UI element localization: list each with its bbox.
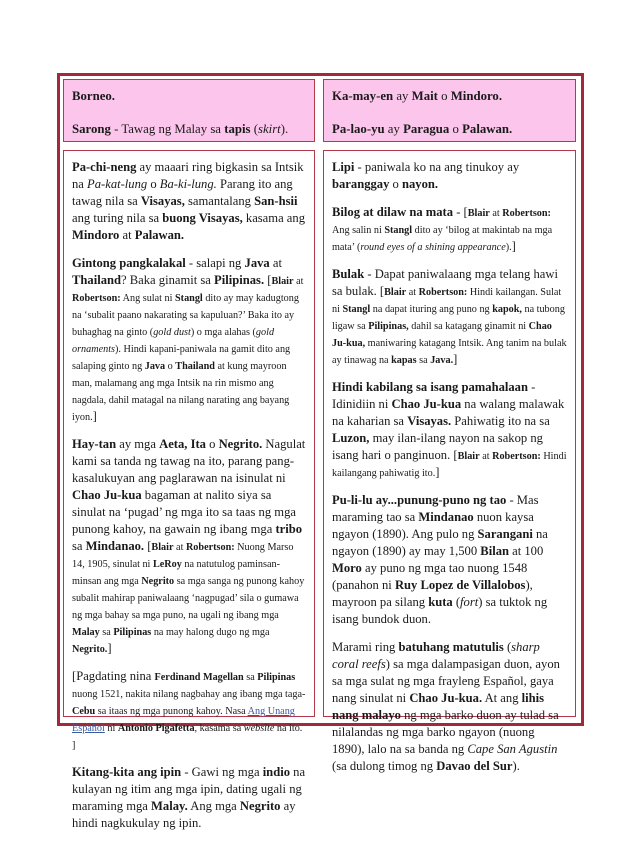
text-run: at 100 bbox=[509, 544, 544, 558]
text-run: Ferdinand Magellan bbox=[154, 672, 244, 683]
text-run: Negrito bbox=[239, 799, 281, 813]
text-run: Chao Ju-kua bbox=[72, 488, 142, 502]
text-run: Pilipinas bbox=[113, 627, 152, 638]
text-run: o bbox=[165, 361, 176, 372]
text-run: Nuong Marso 14, 1905, sinulat ni bbox=[72, 542, 294, 570]
text-run: Hindi kailangan. Sulat ni bbox=[332, 287, 562, 315]
text-run: ), mayroon pa silang bbox=[332, 578, 533, 609]
text-run: na ngayon (1890) ay may 1,500 bbox=[332, 527, 548, 558]
text-run: [ bbox=[264, 273, 272, 287]
text-run: Cebu bbox=[72, 706, 96, 717]
text-run: at bbox=[293, 276, 304, 287]
text-run: sa mga sanga ng punong kahoy subalit mahirap paniwalaang ‘nagpugad’ sila o gumawa ng mga bahay sa mga puno, na ugali ng ibang mga bbox=[72, 576, 305, 621]
text-run: Mindanao. bbox=[85, 539, 145, 553]
text-run: indio bbox=[262, 765, 290, 779]
text-run: gold ornaments bbox=[72, 327, 275, 355]
text-run: At ang bbox=[482, 691, 522, 705]
text-run: Ang mga bbox=[187, 799, 240, 813]
text-run: Hindi kailangang pahiwatig ito. bbox=[332, 451, 567, 479]
text-run: ). bbox=[512, 759, 520, 773]
text-run: Hay-tan bbox=[72, 437, 117, 451]
text-run: kuta bbox=[428, 595, 453, 609]
note-paragraph bbox=[332, 159, 567, 193]
text-run: Blair bbox=[467, 208, 490, 219]
text-run: dito ay may kadugtong na ‘subalit paano nakarating sa kapuluan?’ Baka ito ay buhaghag na ginto ( bbox=[72, 293, 299, 338]
text-run: ) sa tuktok ng isang bundok duon. bbox=[332, 595, 548, 626]
text-run: Palawan. bbox=[462, 122, 513, 136]
text-run: baranggay bbox=[332, 177, 390, 191]
text-run: Chao Ju-kua. bbox=[409, 691, 483, 705]
text-run: Paragua bbox=[403, 122, 450, 136]
text-run: Chao Ju-kua, bbox=[332, 321, 552, 349]
header-line bbox=[72, 88, 306, 105]
note-paragraph bbox=[72, 668, 306, 753]
text-run: maniwaring katagang Intsik. Ang tanim na bulak ay tinawag na bbox=[332, 338, 567, 366]
link-text[interactable]: Ang Unang Español bbox=[72, 706, 295, 734]
text-run: Visayas, bbox=[140, 194, 185, 208]
header-cell-borneo bbox=[63, 79, 315, 142]
text-run: Sarangani bbox=[477, 527, 533, 541]
text-run: lihis nang malayo bbox=[332, 691, 545, 722]
text-run: ). bbox=[505, 242, 512, 253]
text-run: fort bbox=[460, 595, 479, 609]
text-run: Luzon, bbox=[332, 431, 370, 445]
text-run: Kitang-kita ang ipin bbox=[72, 765, 182, 779]
text-run: San-hsii bbox=[254, 194, 298, 208]
text-run: Gintong pangkalakal bbox=[72, 256, 186, 270]
text-run: Sarong bbox=[72, 122, 111, 136]
text-run: at bbox=[269, 256, 282, 270]
text-run: o bbox=[449, 122, 463, 136]
header-line bbox=[332, 88, 567, 105]
text-run: ] bbox=[107, 641, 112, 655]
note-paragraph bbox=[72, 159, 306, 244]
text-run: Borneo. bbox=[72, 89, 116, 103]
text-run: sa bbox=[243, 672, 258, 683]
text-run: sa bbox=[72, 539, 86, 553]
text-run: na dapat ituring ang puno ng bbox=[370, 304, 493, 315]
text-run: ). Hindi kapani-paniwala na gamit dito ang salaping ginto ng bbox=[72, 344, 291, 372]
text-run: na may halong dugo ng mga bbox=[151, 627, 270, 638]
text-run: Ang salin ni bbox=[332, 225, 385, 236]
text-run: ? Baka ginamit sa bbox=[121, 273, 215, 287]
text-run: ay puno ng mga tao nuong 1548 (panahon ni bbox=[332, 561, 528, 592]
left-notes-column bbox=[63, 150, 315, 830]
text-run: o bbox=[389, 177, 402, 191]
text-run: Negrito bbox=[141, 576, 175, 587]
text-run: Cape San Agustin bbox=[467, 742, 558, 756]
text-run: ). bbox=[280, 122, 289, 136]
text-run: Mindoro bbox=[72, 228, 120, 242]
text-run: at bbox=[173, 542, 186, 553]
text-run: [Pagdating nina bbox=[72, 669, 155, 683]
text-run: Blair bbox=[457, 451, 480, 462]
text-run: batuhang matutulis bbox=[398, 640, 504, 654]
text-run: Thailand bbox=[175, 361, 215, 372]
text-run: sharp coral reefs bbox=[332, 640, 540, 671]
text-run: Pa-kat-lung bbox=[87, 177, 148, 191]
header-line bbox=[72, 121, 306, 138]
text-run: o bbox=[147, 177, 160, 191]
text-run: gold dust bbox=[153, 327, 191, 338]
text-run: - Idinidiin ni bbox=[332, 380, 536, 411]
text-run: kasama ang bbox=[242, 211, 305, 225]
note-paragraph bbox=[332, 266, 567, 368]
text-run: Bilan bbox=[480, 544, 509, 558]
text-run: Marami ring bbox=[332, 640, 399, 654]
text-run: nuon kaysa ngayon (1890). Ang pulo ng bbox=[332, 510, 534, 541]
text-run: Pilipinas. bbox=[214, 273, 265, 287]
text-run: Moro bbox=[332, 561, 362, 575]
text-run: Robertson: bbox=[185, 542, 235, 553]
text-run: Bulak bbox=[332, 267, 365, 281]
text-run: Robertson: bbox=[418, 287, 468, 298]
note-paragraph bbox=[72, 255, 306, 425]
text-run: samantalang bbox=[184, 194, 255, 208]
text-run: - paniwala ko na ang tinukoy ay bbox=[354, 160, 520, 174]
text-run: tapis bbox=[224, 122, 251, 136]
text-run: kapok, bbox=[492, 304, 522, 315]
text-run: - Dapat paniwalaang mga telang hawi sa bulak. [ bbox=[332, 267, 558, 298]
text-run: Ang sulat ni bbox=[120, 293, 176, 304]
text-run: ] bbox=[435, 465, 440, 479]
text-run: ) o mga alahas ( bbox=[190, 327, 256, 338]
text-run: (sa dulong timog ng bbox=[332, 759, 437, 773]
text-run: nuong 1521, nakita nilang nagbahay ang ibang mga taga- bbox=[72, 689, 306, 700]
text-run: ( bbox=[250, 122, 258, 136]
text-run: Mait bbox=[411, 89, 438, 103]
right-notes-column bbox=[323, 150, 576, 773]
text-run: - Mas maraming tao sa bbox=[332, 493, 539, 524]
text-run: o bbox=[437, 89, 451, 103]
text-run: tribo bbox=[275, 522, 303, 536]
text-run: na natutulog paminsan-minsan ang mga bbox=[72, 559, 280, 587]
note-paragraph bbox=[332, 492, 567, 628]
text-run: Blair bbox=[271, 276, 294, 287]
text-run: Negrito. bbox=[72, 644, 108, 655]
text-run: Hindi kabilang sa isang pamahalaan bbox=[332, 380, 528, 394]
text-run: - Tawag ng Malay sa bbox=[110, 122, 225, 136]
text-run: Pahiwatig ito na sa bbox=[451, 414, 550, 428]
text-run: - salapi ng bbox=[185, 256, 245, 270]
text-run: dahil sa katagang ginamit ni bbox=[408, 321, 529, 332]
text-run: [ bbox=[144, 539, 152, 553]
text-run: Java. bbox=[430, 355, 454, 366]
header-cell-mindoro bbox=[323, 79, 576, 142]
text-run: at bbox=[119, 228, 135, 242]
text-run: Aeta, Ita bbox=[159, 437, 206, 451]
text-run: may ilan-ilang nayon na sakop ng isang hari o panginuon. [ bbox=[332, 431, 543, 462]
text-run: sa bbox=[416, 355, 431, 366]
text-run: Antonio Pigafetta bbox=[117, 723, 195, 734]
text-run: Robertson: bbox=[502, 208, 551, 219]
text-run: ay maaari ring bigkasin sa Intsik na bbox=[72, 160, 304, 191]
text-run: na kulayan ng itim ang mga ipin, dating ugali ng maraming mga bbox=[72, 765, 306, 813]
text-run: Ba-ki-lung. bbox=[159, 177, 217, 191]
text-run: Chao Ju-kua bbox=[391, 397, 462, 411]
text-run: ] bbox=[92, 409, 97, 423]
text-run: Ruy Lopez de Villalobos bbox=[394, 578, 526, 592]
text-run: Blair bbox=[384, 287, 407, 298]
text-run: ay bbox=[384, 122, 404, 136]
text-run: ng mga barko duon ay tulad sa nilalandas ng mga barko ngayon (nuong 1890), lalo na sa banda ng bbox=[332, 708, 559, 756]
text-run: nayon. bbox=[401, 177, 439, 191]
text-run: Pa-chi-neng bbox=[72, 160, 137, 174]
text-run: skirt bbox=[257, 122, 281, 136]
note-paragraph bbox=[72, 764, 306, 832]
text-run: o bbox=[205, 437, 219, 451]
text-run: Stangl bbox=[342, 304, 371, 315]
text-run: website bbox=[243, 723, 275, 734]
text-run: at bbox=[406, 287, 419, 298]
text-run: ] bbox=[453, 352, 458, 366]
text-run: ay bbox=[393, 89, 412, 103]
text-run: ( bbox=[452, 595, 461, 609]
text-run: , kasama sa bbox=[194, 723, 244, 734]
text-run: kapas bbox=[391, 355, 417, 366]
text-run: Thailand bbox=[72, 273, 122, 287]
text-run: ay hindi nagkukulay ng ipin. bbox=[72, 799, 296, 830]
text-run: at bbox=[489, 208, 503, 219]
text-run: LeRoy bbox=[152, 559, 182, 570]
text-run: sa itaas ng mga punong kahoy. Nasa bbox=[95, 706, 248, 717]
text-run: Visayas. bbox=[407, 414, 452, 428]
text-run: na tubong ligaw sa bbox=[332, 304, 565, 332]
text-run: Mindoro. bbox=[450, 89, 503, 103]
text-run: Pu-li-lu ay...punung-puno ng tao bbox=[332, 493, 507, 507]
text-run: ] bbox=[511, 239, 516, 253]
text-run: Blair bbox=[151, 542, 174, 553]
text-run: Robertson: bbox=[492, 451, 541, 462]
text-run: Java bbox=[144, 361, 166, 372]
text-run: Bilog at dilaw na mata bbox=[332, 205, 454, 219]
text-run: ang turing nila sa bbox=[72, 211, 163, 225]
text-run: Davao del Sur bbox=[436, 759, 513, 773]
note-paragraph bbox=[332, 639, 567, 775]
text-run: at bbox=[479, 451, 493, 462]
text-run: na walang malawak na kaharian sa bbox=[332, 397, 565, 428]
text-run: Pilipinas, bbox=[368, 321, 409, 332]
text-run: - Gawi ng mga bbox=[181, 765, 263, 779]
text-run: Pilipinas bbox=[257, 672, 296, 683]
note-paragraph bbox=[332, 204, 567, 255]
header-line bbox=[332, 121, 567, 138]
text-run: Mindanao bbox=[418, 510, 474, 524]
text-run: ( bbox=[503, 640, 512, 654]
text-run: bagaman at nalito siya sa sinulat na ‘pugad’ ng mga ito sa taas ng mga punong kahoy, na gawain ng ibang mga bbox=[72, 488, 296, 536]
text-run: Robertson: bbox=[72, 293, 121, 304]
text-run: na ito. ] bbox=[72, 723, 303, 751]
text-run: Nagulat kami sa tanda ng tawag na ito, parang pang-kasalukuyan ang paglarawan na isinulat ni bbox=[72, 437, 306, 485]
text-run: dito ay ‘bilog at makintab na mga mata’ ( bbox=[332, 225, 553, 253]
text-run: at kung mayroon man, malamang ang mga Intsik na rin mismo ang nagdala, dahil matagal na nilang narating ang bayang iyon. bbox=[72, 361, 290, 423]
text-run: buong Visayas, bbox=[162, 211, 243, 225]
text-run: Malay bbox=[72, 627, 100, 638]
note-paragraph bbox=[72, 436, 306, 657]
note-paragraph bbox=[332, 379, 567, 481]
text-run: ni bbox=[104, 723, 118, 734]
text-run: Pa-lao-yu bbox=[332, 122, 385, 136]
text-run: Stangl bbox=[175, 293, 203, 304]
text-run: Malay. bbox=[151, 799, 188, 813]
text-run: Negrito. bbox=[218, 437, 263, 451]
text-run: Palawan. bbox=[134, 228, 185, 242]
text-run: sa bbox=[99, 627, 114, 638]
text-run: ) sa mga dalampasigan duon, ayon sa mga sulat ng mga frayleng Español, gaya nang sinulat ni bbox=[332, 657, 560, 705]
text-run: Lipi bbox=[332, 160, 355, 174]
text-run: Parang ito ang tawag nila sa bbox=[72, 177, 293, 208]
text-run: round eyes of a shining appearance bbox=[360, 242, 506, 253]
text-run: Ka-may-en bbox=[332, 89, 394, 103]
text-run: Java bbox=[244, 256, 270, 270]
text-run: ay mga bbox=[116, 437, 160, 451]
text-run: Stangl bbox=[384, 225, 413, 236]
text-run: - [ bbox=[453, 205, 468, 219]
